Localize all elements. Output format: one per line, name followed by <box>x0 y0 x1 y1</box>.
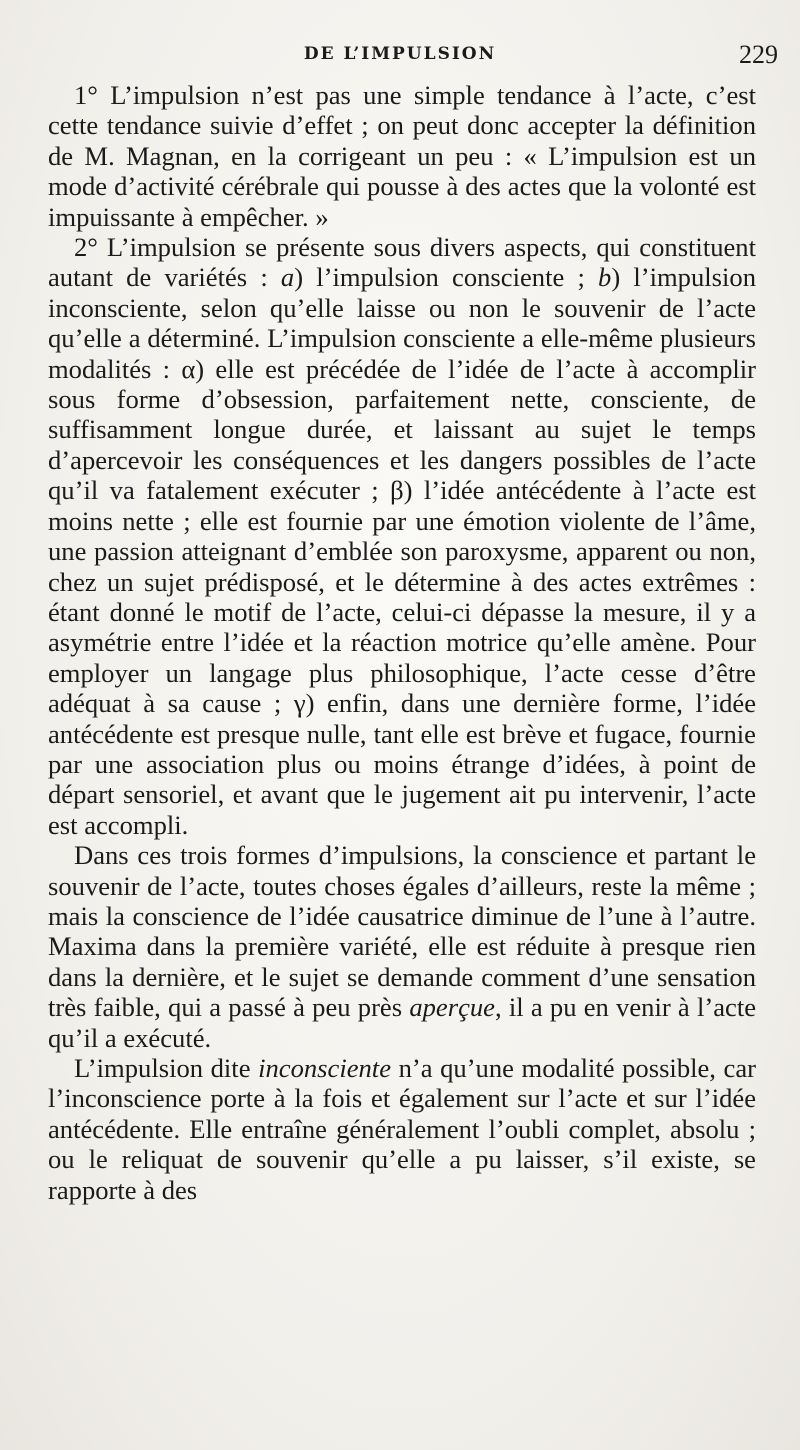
paragraph-segment: n’a qu’une modalité possible, car l’inconscience porte à la fois et également sur l’acte et sur l’idée antécédente. Elle entraîne généralement l’oubli complet, absolu ; ou le reliquat de souvenir qu’elle a pu laisser, s’il existe, se rapporte à des <box>48 1053 756 1205</box>
page-header <box>0 40 800 70</box>
running-head: DE L’IMPULSION <box>303 44 497 64</box>
italic-word: inconsciente <box>258 1053 391 1083</box>
paragraph-3 <box>48 840 756 1053</box>
paragraph-segment: , il a pu en venir à l’acte qu’il a exécuté. <box>48 992 757 1053</box>
paragraph-segment: ) l’impulsion consciente ; <box>294 262 599 293</box>
italic-letter: a <box>280 262 295 293</box>
paragraph-segment: 2° L’impulsion se présente sous divers aspects, qui constituent autant de variétés : <box>48 232 756 293</box>
paragraph-segment: ) l’impulsion inconsciente, selon qu’elle laisse ou non le souvenir de l’acte qu’elle a déterminé. L’impulsion consciente a elle-même plusieurs modalités : α) elle est précédée de l’idée de l’acte à accomplir sous forme d’obsession, parfaitement nette, consciente, de suffisamment longue durée, et laissant au sujet le temps d’apercevoir les conséquences et les dangers possibles de l’acte qu’il va fatalement exécuter ; β) l’idée antécédente à l’acte est moins nette ; elle est fournie par une émotion violente de l’âme, une passion atteignant d’emblée son paroxysme, apparent ou non, chez un sujet prédisposé, et le détermine à des actes extrêmes : étant donné le motif de l’acte, celui-ci dépasse la mesure, il y a asymétrie entre l’idée et la réaction motrice qu’elle amène. Pour employer un langage plus philosophique, l’acte cesse d’être adéquat à sa cause ; γ) enfin, dans une dernière forme, l’idée antécédente est presque nulle, tant elle est brève et fugace, fournie par une association plus ou moins étrange d’idées, à point de départ sensoriel, et avant que le jugement ait pu intervenir, l’acte est accompli. <box>48 262 756 840</box>
italic-word: aperçue <box>409 992 495 1023</box>
italic-letter: b <box>598 262 612 293</box>
body-text <box>48 80 756 1205</box>
paragraph-segment: Dans ces trois formes d’impulsions, la conscience et partant le souvenir de l’acte, toutes choses égales d’ailleurs, reste la même ; mais la conscience de l’idée causatrice diminue de l’une à l’autre. Maxima dans la première variété, elle est réduite à presque rien dans la dernière, et le sujet se demande comment d’une sensation très faible, qui a passé à peu près <box>48 840 756 1023</box>
page-number: 229 <box>739 40 778 69</box>
paragraph-4 <box>48 1053 756 1205</box>
paragraph-2 <box>48 232 756 840</box>
paragraph-segment: L’impulsion dite <box>74 1053 259 1083</box>
paragraph-1 <box>48 80 756 232</box>
paragraph-segment: 1° L’impulsion n’est pas une simple tendance à l’acte, c’est cette tendance suivie d’effet ; on peut donc accepter la définition de M. Magnan, en la corrigeant un peu : « L’impulsion est un mode d’activité cérébrale qui pousse à des actes que la volonté est impuissante à empêcher. » <box>48 80 756 232</box>
